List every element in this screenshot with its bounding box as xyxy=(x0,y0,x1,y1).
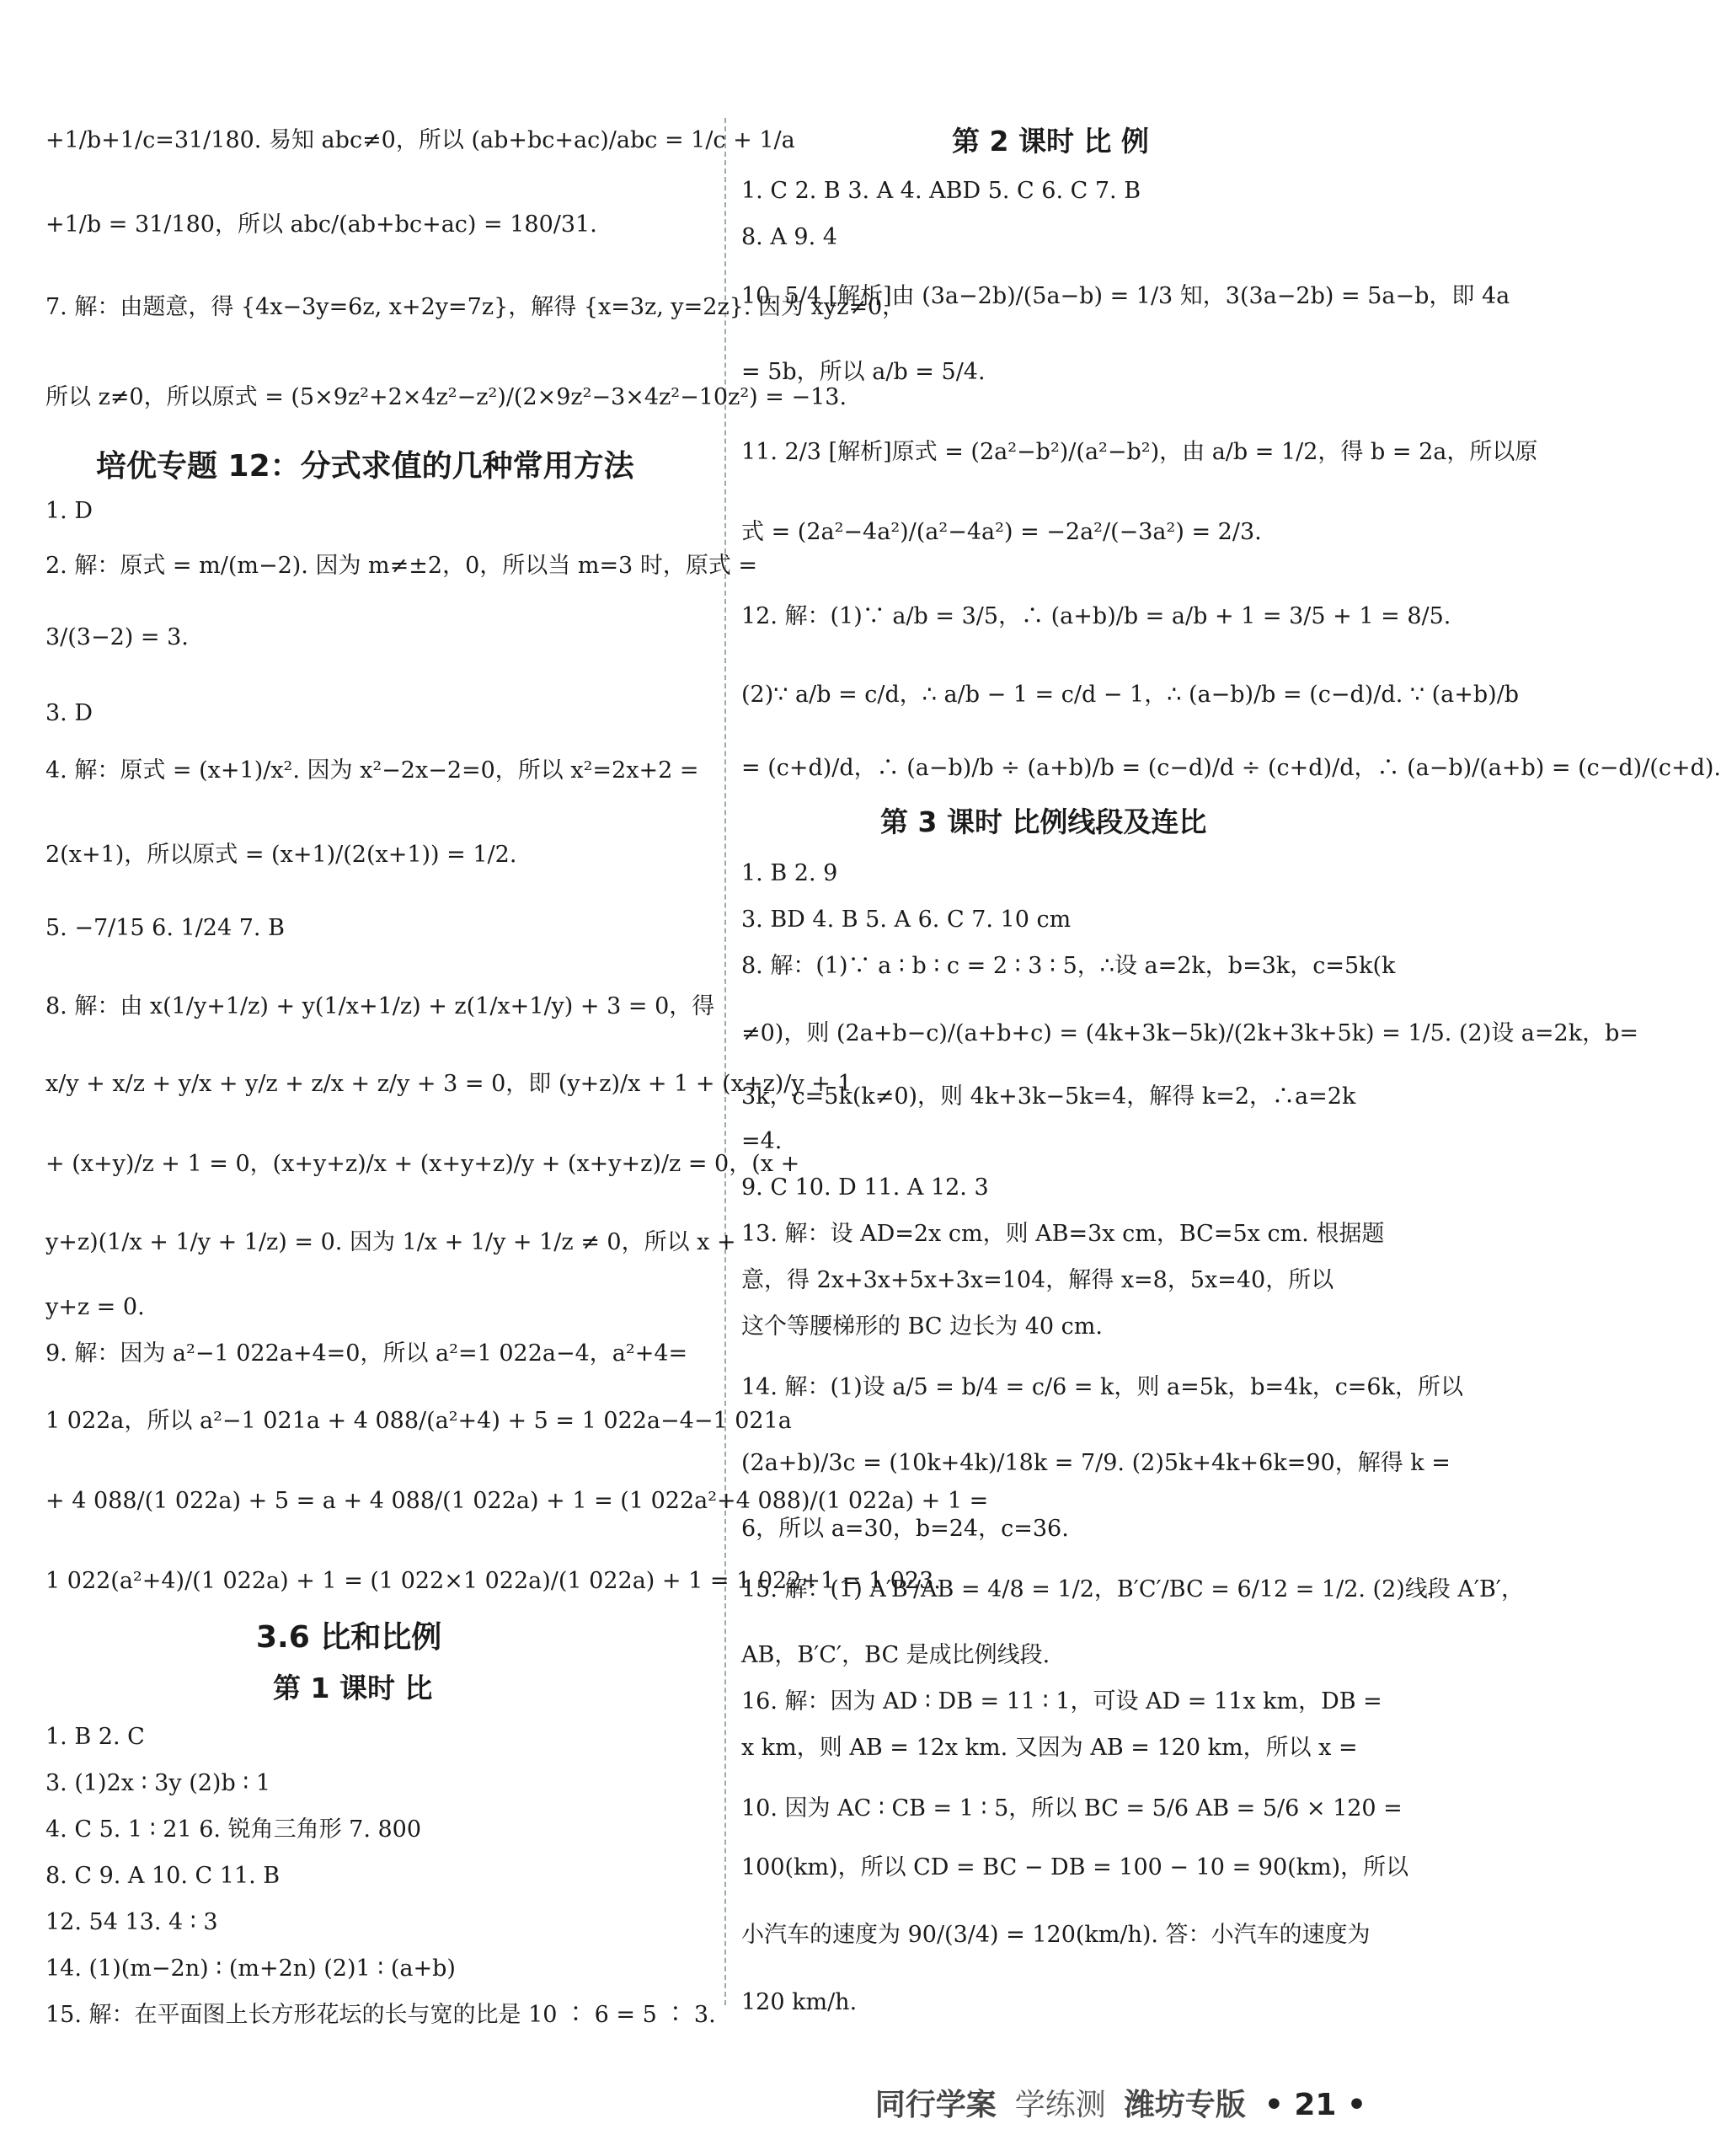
answer-line: +1/b = 31/180，所以 abc/(ab+bc+ac) = 180/31. xyxy=(45,211,597,238)
answer-line: 2. 解：原式 = m/(m−2). 因为 m≠±2，0，所以当 m=3 时，原式 = xyxy=(45,553,758,579)
answer-line: 8. C 9. A 10. C 11. B xyxy=(45,1863,281,1889)
answer-line: 9. 解：因为 a²−1 022a+4=0，所以 a²=1 022a−4，a²+4= xyxy=(45,1340,688,1367)
answer-line: 3. D xyxy=(45,700,93,726)
answer-line: 11. 2/3 [解析]原式 = (2a²−b²)/(a²−b²)，由 a/b = 1/2，得 b = 2a，所以原 xyxy=(741,439,1538,465)
answer-line: 意，得 2x+3x+5x+3x=104，解得 x=8，5x=40，所以 xyxy=(741,1267,1334,1293)
answer-line: 12. 解：(1)∵ a/b = 3/5，∴ (a+b)/b = a/b + 1 = 3/5 + 1 = 8/5. xyxy=(741,603,1451,629)
answer-line: 10. 5/4 [解析]由 (3a−2b)/(5a−b) = 1/3 知，3(3a−2b) = 5a−b，即 4a xyxy=(741,283,1510,309)
footer-brand: 同行学案 xyxy=(874,2088,997,2122)
answer-line: ≠0)，则 (2a+b−c)/(a+b+c) = (4k+3k−5k)/(2k+3k+5k) = 1/5. (2)设 a=2k，b= xyxy=(741,1020,1638,1046)
answer-line: 7. 解：由题意，得 {4x−3y=6z, x+2y=7z}，解得 {x=3z, y=2z}. 因为 xyz≠0， xyxy=(45,294,906,320)
page-footer xyxy=(875,2081,1366,2124)
answer-line: 所以 z≠0，所以原式 = (5×9z²+2×4z²−z²)/(2×9z²−3×4z²−10z²) = −13. xyxy=(45,384,847,410)
answer-line: 10. 因为 AC ∶ CB = 1 ∶ 5，所以 BC = 5/6 AB = 5/6 × 120 = xyxy=(741,1795,1403,1822)
answer-line: 式 = (2a²−4a²)/(a²−4a²) = −2a²/(−3a²) = 2/3. xyxy=(741,519,1262,545)
answer-line: y+z)(1/x + 1/y + 1/z) = 0. 因为 1/x + 1/y + 1/z ≠ 0，所以 x + xyxy=(45,1229,736,1255)
answer-line: 5. −7/15 6. 1/24 7. B xyxy=(45,915,285,941)
answer-line: (2a+b)/3c = (10k+4k)/18k = 7/9. (2)5k+4k+6k=90，解得 k = xyxy=(741,1450,1451,1476)
answer-line: =4. xyxy=(741,1128,783,1154)
section-heading: 3.6 比和比例 xyxy=(256,1620,442,1655)
answer-line: = (c+d)/d，∴ (a−b)/b ÷ (a+b)/b = (c−d)/d ÷ (c+d)/d，∴ (a−b)/(a+b) = (c−d)/(c+d). xyxy=(741,755,1721,781)
answer-line: AB，B′C′，BC 是成比例线段. xyxy=(741,1642,1050,1668)
answer-line: 100(km)，所以 CD = BC − DB = 100 − 10 = 90(km)，所以 xyxy=(741,1854,1409,1880)
answer-line: 1. B 2. 9 xyxy=(741,860,838,886)
answer-line: x/y + x/z + y/x + y/z + z/x + z/y + 3 = 0，即 (y+z)/x + 1 + (x+z)/y + 1 xyxy=(45,1071,852,1097)
answer-line: + 4 088/(1 022a) + 5 = a + 4 088/(1 022a) + 1 = (1 022a²+4 088)/(1 022a) + 1 = xyxy=(45,1488,989,1514)
answer-line: 9. C 10. D 11. A 12. 3 xyxy=(741,1174,989,1201)
answer-line: 2(x+1)，所以原式 = (x+1)/(2(x+1)) = 1/2. xyxy=(45,842,517,868)
answer-line: = 5b，所以 a/b = 5/4. xyxy=(741,359,986,385)
lesson-heading: 第 3 课时 比例线段及连比 xyxy=(880,805,1207,838)
answer-line: 4. 解：原式 = (x+1)/x². 因为 x²−2x−2=0，所以 x²=2x+2 = xyxy=(45,757,699,784)
topic-heading: 培优专题 12：分式求值的几种常用方法 xyxy=(96,449,634,484)
answer-line: 小汽车的速度为 90/(3/4) = 120(km/h). 答：小汽车的速度为 xyxy=(741,1922,1371,1948)
answer-line: 8. 解：由 x(1/y+1/z) + y(1/x+1/z) + z(1/x+1/y) + 3 = 0，得 xyxy=(45,993,715,1019)
lesson-heading: 第 1 课时 比 xyxy=(273,1672,433,1704)
answer-line: 13. 解：设 AD=2x cm，则 AB=3x cm，BC=5x cm. 根据题 xyxy=(741,1221,1385,1247)
answer-line: 3k，c=5k(k≠0)，则 4k+3k−5k=4，解得 k=2，∴a=2k xyxy=(741,1083,1356,1110)
answer-line: 1 022a，所以 a²−1 021a + 4 088/(a²+4) + 5 = 1 022a−4−1 021a xyxy=(45,1408,792,1434)
footer-subtitle: 学练测 xyxy=(1014,2088,1106,2122)
answer-line: 14. (1)(m−2n) ∶ (m+2n) (2)1 ∶ (a+b) xyxy=(45,1955,456,1982)
answer-line: 4. C 5. 1 ∶ 21 6. 锐角三角形 7. 800 xyxy=(45,1816,422,1843)
answer-line: 3/(3−2) = 3. xyxy=(45,624,189,650)
answer-line: 12. 54 13. 4 ∶ 3 xyxy=(45,1909,218,1935)
answer-line: 1. B 2. C xyxy=(45,1724,145,1750)
answer-line: x km，则 AB = 12x km. 又因为 AB = 120 km，所以 x = xyxy=(741,1735,1358,1761)
answer-line: 15. 解：在平面图上长方形花坛的长与宽的比是 10 ∶ 6 = 5 ∶ 3. xyxy=(45,2002,716,2028)
answer-line: 120 km/h. xyxy=(741,1989,858,2015)
footer-edition: 潍坊专版 xyxy=(1124,2088,1246,2122)
answer-line: 1 022(a²+4)/(1 022a) + 1 = (1 022×1 022a)/(1 022a) + 1 = 1 022+1 = 1 023. xyxy=(45,1568,941,1594)
answer-line: 3. (1)2x ∶ 3y (2)b ∶ 1 xyxy=(45,1770,271,1796)
answer-line: 8. A 9. 4 xyxy=(741,224,837,250)
answer-line: (2)∵ a/b = c/d，∴ a/b − 1 = c/d − 1，∴ (a−b)/b = (c−d)/d. ∵ (a+b)/b xyxy=(741,682,1520,708)
answer-line: 8. 解：(1)∵ a ∶ b ∶ c = 2 ∶ 3 ∶ 5，∴设 a=2k，b=3k，c=5k(k xyxy=(741,953,1396,979)
lesson-heading: 第 2 课时 比 例 xyxy=(952,125,1149,158)
answer-line: +1/b+1/c=31/180. 易知 abc≠0，所以 (ab+bc+ac)/abc = 1/c + 1/a xyxy=(45,127,795,153)
answer-line: 1. D xyxy=(45,498,93,524)
page-number: • 21 • xyxy=(1264,2088,1366,2122)
answer-line: 1. C 2. B 3. A 4. ABD 5. C 6. C 7. B xyxy=(741,178,1141,204)
answer-line: 16. 解：因为 AD ∶ DB = 11 ∶ 1，可设 AD = 11x km，DB = xyxy=(741,1688,1382,1715)
answer-line: 14. 解：(1)设 a/5 = b/4 = c/6 = k，则 a=5k，b=4k，c=6k，所以 xyxy=(741,1374,1463,1400)
answer-line: 3. BD 4. B 5. A 6. C 7. 10 cm xyxy=(741,907,1072,933)
answer-line: y+z = 0. xyxy=(45,1294,145,1320)
answer-line: 这个等腰梯形的 BC 边长为 40 cm. xyxy=(741,1313,1103,1340)
answer-line: 6，所以 a=30，b=24，c=36. xyxy=(741,1516,1069,1542)
answer-line: + (x+y)/z + 1 = 0，(x+y+z)/x + (x+y+z)/y + (x+y+z)/z = 0，(x + xyxy=(45,1151,800,1177)
answer-line: 15. 解：(1) A′B′/AB = 4/8 = 1/2，B′C′/BC = 6/12 = 1/2. (2)线段 A′B′， xyxy=(741,1576,1524,1602)
